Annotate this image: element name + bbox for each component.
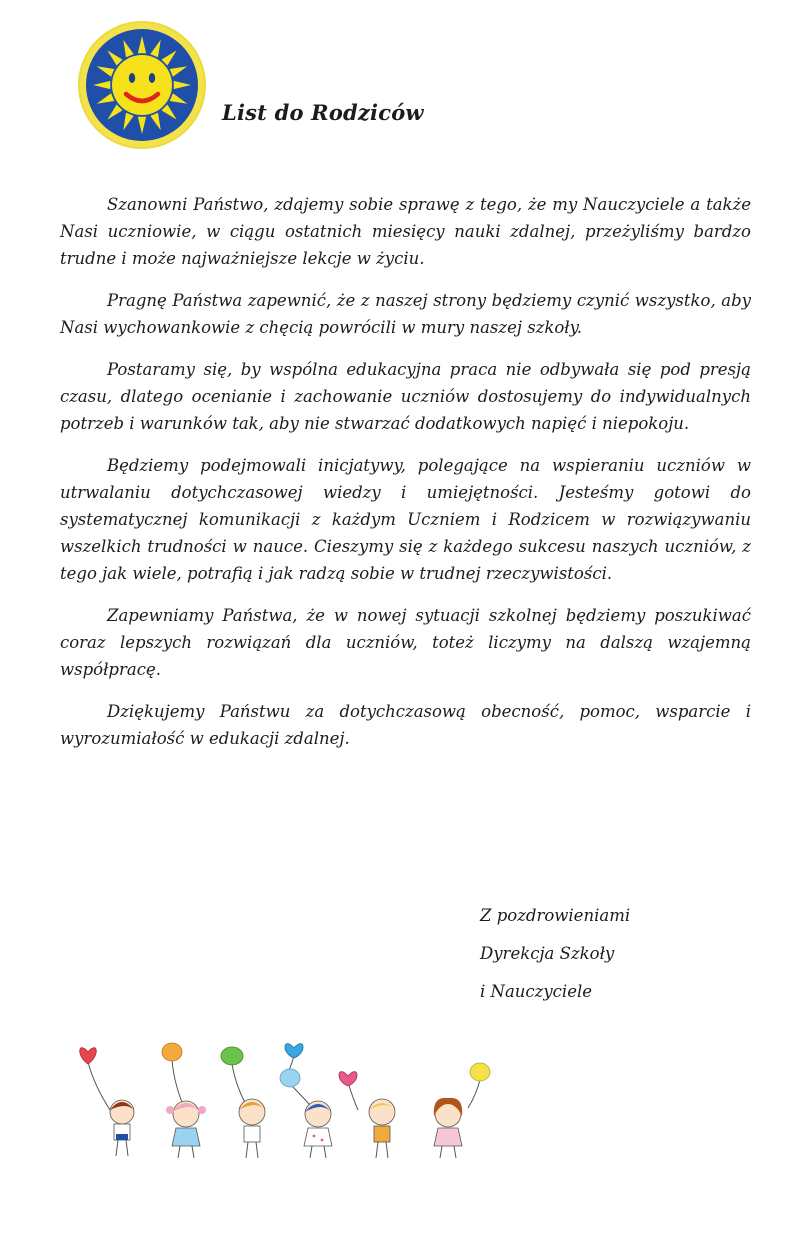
paragraph-initiatives: Będziemy podejmowali inicjatywy, polegające na wspieraniu uczniów w utrwalaniu dotychczasowej wiedzy i umiejętności. Jesteśmy gotowi do systematycznej komunikacji z każdym Uczniem i Rodzicem w rozwiązywaniu wszelkich trudności w nauce. Cieszymy się z każdego sukcesu naszych uczniów, z tego jak wiele, potrafią i jak radzą sobie w trudnej rzeczywistości.: [60, 456, 751, 583]
kid-5: [369, 1099, 395, 1158]
paragraph-thanks: Dziękujemy Państwu za dotychczasową obecność, pomoc, wsparcie i wyrozumiałość w edukacji zdalnej.: [60, 702, 751, 748]
balloon-red: [80, 1048, 97, 1064]
balloon-pink: [339, 1072, 357, 1086]
kid-3: [239, 1099, 265, 1158]
balloon-yellow: [470, 1063, 490, 1081]
signature: [480, 897, 630, 1011]
sun-logo-icon: [72, 20, 212, 150]
children-with-balloons-illustration: [64, 1040, 504, 1170]
paragraph-assessment: Postaramy się, by wspólna edukacyjna praca nie odbywała się pod presją czasu, dlatego ocenianie i zachowanie uczniów dostosujemy do indywidualnych potrzeb i warunków tak, aby nie stwarzać dodatkowych napięć i niepokoju.: [60, 360, 751, 433]
kid-6: [434, 1098, 462, 1158]
letter-title: List do Rodziców: [222, 100, 424, 125]
paragraph-assurance: Pragnę Państwa zapewnić, że z naszej strony będziemy czynić wszystko, aby Nasi wychowankowie z chęcią powrócili w mury naszej szkoły.: [60, 291, 751, 337]
signature-school-management: Dyrekcja Szkoły: [480, 944, 615, 963]
paragraph-greeting: Szanowni Państwo, zdajemy sobie sprawę z tego, że my Nauczyciele a także Nasi uczniowie, w ciągu ostatnich miesięcy nauki zdalnej, przeżyliśmy bardzo trudne i może najważniejsze lekcje w życiu.: [60, 195, 751, 268]
balloon-green: [221, 1047, 243, 1065]
letter-body: [60, 191, 751, 767]
kid-1: [110, 1100, 134, 1156]
balloon-orange: [162, 1043, 182, 1061]
balloon-blue: [285, 1044, 303, 1058]
signature-teachers: i Nauczyciele: [480, 982, 593, 1001]
kid-4: [304, 1101, 332, 1158]
kid-2: [166, 1101, 206, 1158]
balloon-lightblue: [280, 1069, 300, 1087]
signature-greeting: Z pozdrowieniami: [480, 906, 631, 925]
paragraph-cooperation: Zapewniamy Państwa, że w nowej sytuacji szkolnej będziemy poszukiwać coraz lepszych rozwiązań dla uczniów, toteż liczymy na dalszą wzajemną współpracę.: [60, 606, 751, 679]
